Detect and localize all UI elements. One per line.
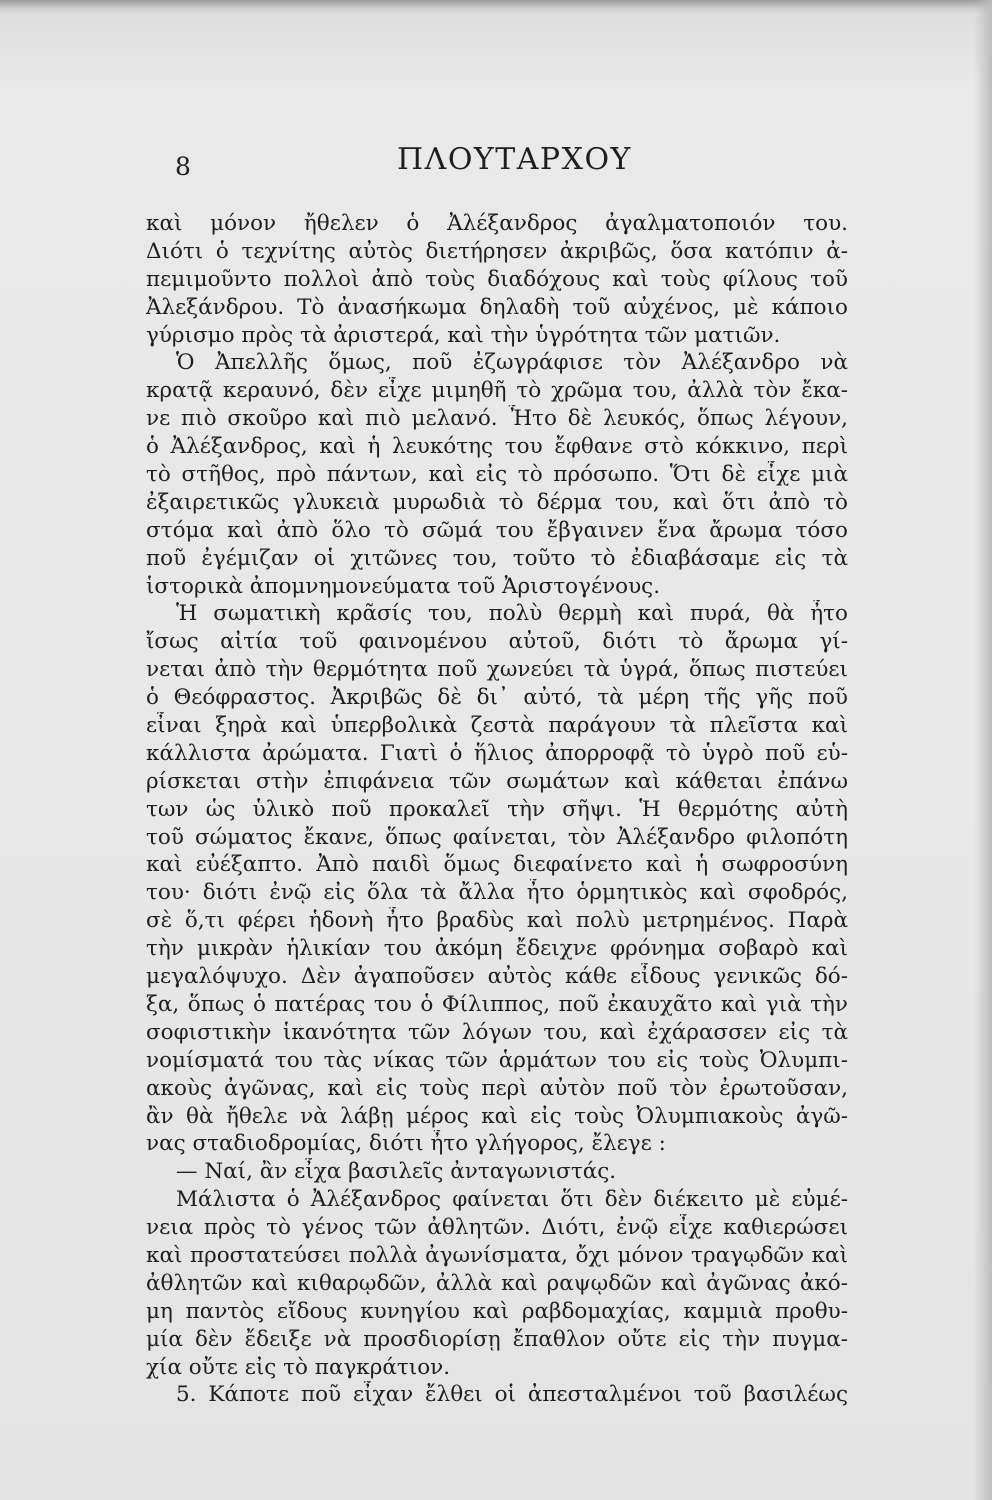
text-line: ὁ Θεόφραστος. Ἀκριβῶς δὲ δι᾽ αὐτό, τὰ μέρη τῆς γῆς ποῦ xyxy=(146,685,848,711)
text-line: ξα, ὅπως ὁ πατέρας του ὁ Φίλιππος, ποῦ ἐκαυχᾶτο καὶ γιὰ τὴν xyxy=(146,991,848,1017)
text-line: τοῦ σώματος ἔκανε, ὅπως φαίνεται, τὸν Ἀλέξανδρο φιλοπότη xyxy=(146,824,848,850)
text-line: σὲ ὅ,τι φέρει ἡδονὴ ἦτο βραδὺς καὶ πολὺ μετρημένος. Παρὰ xyxy=(146,908,848,934)
text-line: σοφιστικὴν ἱκανότητα τῶν λόγων του, καὶ ἐχάρασσεν εἰς τὰ xyxy=(146,1019,848,1045)
page-top-edge xyxy=(0,0,992,14)
text-line: νομίσματά του τὰς νίκας τῶν ἁρμάτων του εἰς τοὺς Ὀλυμπι- xyxy=(146,1047,848,1073)
text-line: Μάλιστα ὁ Ἀλέξανδρος φαίνεται ὅτι δὲν διέκειτο μὲ εὐμέ- xyxy=(176,1187,848,1213)
page-right-shadow xyxy=(974,0,992,1500)
text-line: του· διότι ἐνῷ εἰς ὅλα τὰ ἄλλα ἦτο ὁρμητικὸς καὶ σφοδρός, xyxy=(146,880,848,906)
text-line: καὶ προστατεύσει πολλὰ ἀγωνίσματα, ὄχι μόνον τραγῳδῶν καὶ xyxy=(146,1242,848,1268)
text-line: ἐξαιρετικῶς γλυκειὰ μυρωδιὰ τὸ δέρμα του, καὶ ὅτι ἀπὸ τὸ xyxy=(146,489,848,515)
text-line: Διότι ὁ τεχνίτης αὐτὸς διετήρησεν ἀκριβῶς, ὅσα κατόπιν ἀ- xyxy=(146,238,848,264)
text-line: ἱστορικὰ ἀπομνημονεύματα τοῦ Ἀριστογένους. xyxy=(146,573,661,599)
text-line: νας σταδιοδρομίας, διότι ἦτο γλήγορος, ἔλεγε : xyxy=(146,1131,666,1157)
text-line: πεμιμοῦντο πολλοὶ ἀπὸ τοὺς διαδόχους καὶ τοὺς φίλους τοῦ xyxy=(146,266,848,292)
text-line: ὁ Ἀλέξανδρος, καὶ ἡ λευκότης του ἔφθανε στὸ κόκκινο, περὶ xyxy=(146,434,848,460)
body-text xyxy=(146,210,848,1409)
text-line: ακοὺς ἀγῶνας, καὶ εἰς τοὺς περὶ αὐτὸν ποῦ τὸν ἐρωτοῦσαν, xyxy=(146,1075,848,1101)
page-number: 8 xyxy=(175,152,191,181)
text-line: Ἡ σωματικὴ κρᾶσίς του, πολὺ θερμὴ καὶ πυρά, θὰ ἦτο xyxy=(176,601,848,627)
text-line: κάλλιστα ἀρώματα. Γιατὶ ὁ ἥλιος ἀπορροφᾷ τὸ ὑγρὸ ποῦ εὑ- xyxy=(146,740,848,766)
text-line: κρατᾷ κεραυνό, δὲν εἶχε μιμηθῆ τὸ χρῶμα του, ἀλλὰ τὸν ἔκα- xyxy=(146,378,848,404)
text-line: των ὡς ὑλικὸ ποῦ προκαλεῖ τὴν σῆψι. Ἡ θερμότης αὐτὴ xyxy=(146,796,848,822)
text-line: γύρισμο πρὸς τὰ ἀριστερά, καὶ τὴν ὑγρότητα τῶν ματιῶν. xyxy=(146,322,781,348)
text-line: μη παντὸς εἴδους κυνηγίου καὶ ραβδομαχίας, καμμιὰ προθυ- xyxy=(146,1298,848,1324)
text-line: νεια πρὸς τὸ γένος τῶν ἀθλητῶν. Διότι, ἐνῷ εἶχε καθιερώσει xyxy=(146,1215,848,1241)
text-line: νε πιὸ σκοῦρο καὶ πιὸ μελανό. Ἦτο δὲ λευκός, ὅπως λέγουν, xyxy=(146,406,848,432)
running-head: ΠΛΟΥΤΑΡΧΟΥ xyxy=(397,142,632,177)
text-line: ἂν θὰ ἤθελε νὰ λάβῃ μέρος καὶ εἰς τοὺς Ὀλυμπιακοὺς ἀγῶ- xyxy=(146,1103,848,1129)
text-line: ποῦ ἐγέμιζαν οἱ χιτῶνες του, τοῦτο τὸ ἐδιαβάσαμε εἰς τὰ xyxy=(146,545,848,571)
text-line: 5. Κάποτε ποῦ εἶχαν ἔλθει οἱ ἀπεσταλμένοι τοῦ βασιλέως xyxy=(176,1382,848,1408)
text-line: μεγαλόψυχο. Δὲν ἀγαποῦσεν αὐτὸς κάθε εἶδους γενικῶς δό- xyxy=(146,964,848,990)
text-line: Ὁ Ἀπελλῆς ὅμως, ποῦ ἐζωγράφισε τὸν Ἀλέξανδρο νὰ xyxy=(176,350,848,376)
text-line: καὶ εὐέξαπτο. Ἀπὸ παιδὶ ὅμως διεφαίνετο καὶ ἡ σωφροσύνη xyxy=(146,852,848,878)
text-line: νεται ἀπὸ τὴν θερμότητα ποῦ χωνεύει τὰ ὑγρά, ὅπως πιστεύει xyxy=(146,657,848,683)
text-line: Ἀλεξάνδρου. Τὸ ἀνασήκωμα δηλαδὴ τοῦ αὐχένος, μὲ κάποιο xyxy=(146,294,848,320)
text-line: εἶναι ξηρὰ καὶ ὑπερβολικὰ ζεστὰ παράγουν τὰ πλεῖστα καὶ xyxy=(146,713,848,739)
text-line: τὴν μικρὰν ἡλικίαν του ἀκόμη ἔδειχνε φρόνημα σοβαρὸ καὶ xyxy=(146,936,848,962)
text-line: ἴσως αἰτία τοῦ φαινομένου αὐτοῦ, διότι τὸ ἄρωμα γί- xyxy=(146,629,848,655)
text-line: μία δὲν ἔδειξε νὰ προσδιορίσῃ ἔπαθλον οὔτε εἰς τὴν πυγμα- xyxy=(146,1326,848,1352)
text-line: στόμα καὶ ἀπὸ ὅλο τὸ σῶμά του ἔβγαινεν ἕνα ἄρωμα τόσο xyxy=(146,517,848,543)
text-line: καὶ μόνον ἤθελεν ὁ Ἀλέξανδρος ἀγαλματοποιόν του. xyxy=(146,211,848,236)
text-line: ἀθλητῶν καὶ κιθαρῳδῶν, ἀλλὰ καὶ ραψῳδῶν καὶ ἀγῶνας ἀκό- xyxy=(146,1270,848,1296)
text-line: — Ναί, ἂν εἶχα βασιλεῖς ἀνταγωνιστάς. xyxy=(176,1159,617,1185)
text-line: ρίσκεται στὴν ἐπιφάνεια τῶν σωμάτων καὶ κάθεται ἐπάνω xyxy=(146,768,848,794)
text-line: τὸ στῆθος, πρὸ πάντων, καὶ εἰς τὸ πρόσωπο. Ὅτι δὲ εἶχε μιὰ xyxy=(146,462,848,488)
text-line: χία οὔτε εἰς τὸ παγκράτιον. xyxy=(146,1354,451,1380)
page-header xyxy=(175,142,875,182)
